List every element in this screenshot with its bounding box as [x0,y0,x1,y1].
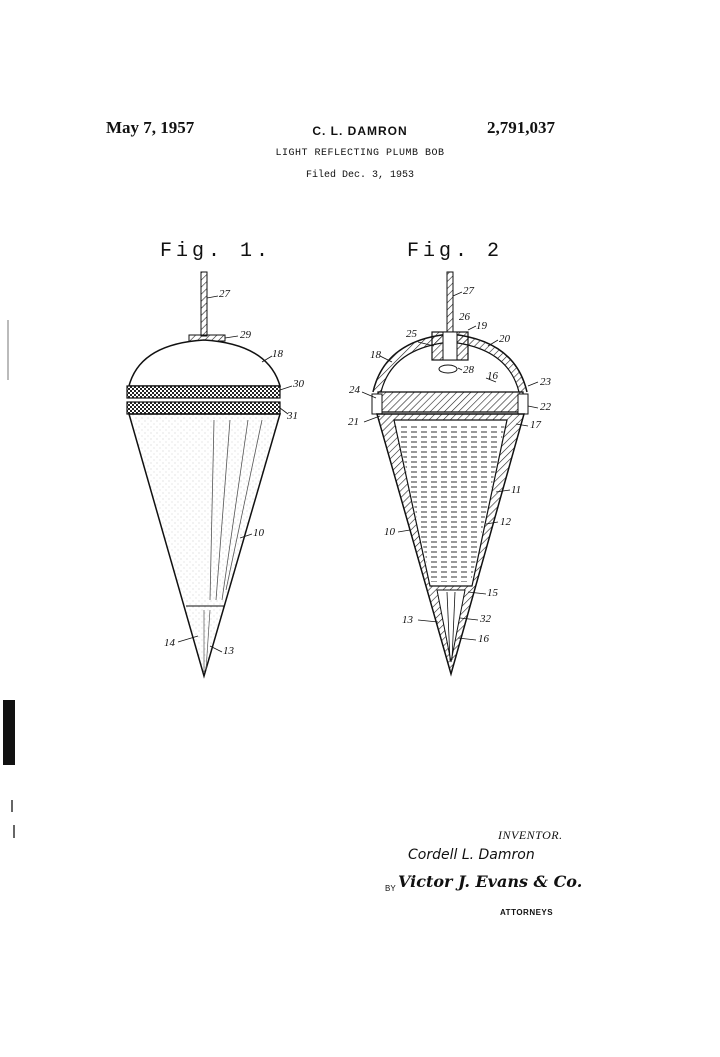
filed-date: Filed Dec. 3, 1953 [305,170,415,181]
scan-artifact [3,700,15,765]
ref-numeral: 22 [540,401,551,413]
ref-numeral: 10 [384,526,395,538]
ref-numeral: 31 [287,410,298,422]
ref-numeral: 24 [349,384,360,396]
inventor-header: C. L. DAMRON [312,124,408,138]
ref-numeral: 19 [476,320,487,332]
ref-numeral: 18 [370,349,381,361]
ref-numeral: 13 [223,645,234,657]
by-label: BY [385,884,396,893]
ref-numeral: 29 [240,329,251,341]
ref-numeral: 16 [478,633,489,645]
ref-numeral: 32 [480,613,491,625]
patent-title: LIGHT REFLECTING PLUMB BOB [275,148,445,159]
ref-numeral: 18 [272,348,283,360]
figure-1-label: Fig. 1. [160,240,273,263]
figure-1 [127,272,292,676]
ref-numeral: 27 [219,288,230,300]
ref-numeral: 12 [500,516,511,528]
attorney-signature: Victor J. Evans & Co. [398,872,583,891]
ref-numeral: 26 [459,311,470,323]
ref-numeral: 23 [540,376,551,388]
ref-numeral: 25 [406,328,417,340]
ref-numeral: 16 [487,370,498,382]
ref-numeral: 28 [463,364,474,376]
ref-numeral: 11 [511,484,522,496]
figure-2-label: Fig. 2 [407,240,504,263]
ref-numeral: 20 [499,333,510,345]
patent-number: 2,791,037 [487,118,555,137]
ref-numeral: 21 [348,416,359,428]
inventor-label: INVENTOR. [498,828,563,842]
ref-numeral: 15 [487,587,498,599]
ref-numeral: 17 [530,419,541,431]
figure-2 [362,272,538,674]
ref-numeral: 10 [253,527,264,539]
ref-numeral: 14 [164,637,175,649]
attorneys-label: ATTORNEYS [500,908,554,917]
patent-date: May 7, 1957 [106,118,195,137]
ref-numeral: 27 [463,285,474,297]
ref-numeral: 30 [293,378,304,390]
inventor-name: Cordell L. Damron [408,847,535,863]
ref-numeral: 13 [402,614,413,626]
